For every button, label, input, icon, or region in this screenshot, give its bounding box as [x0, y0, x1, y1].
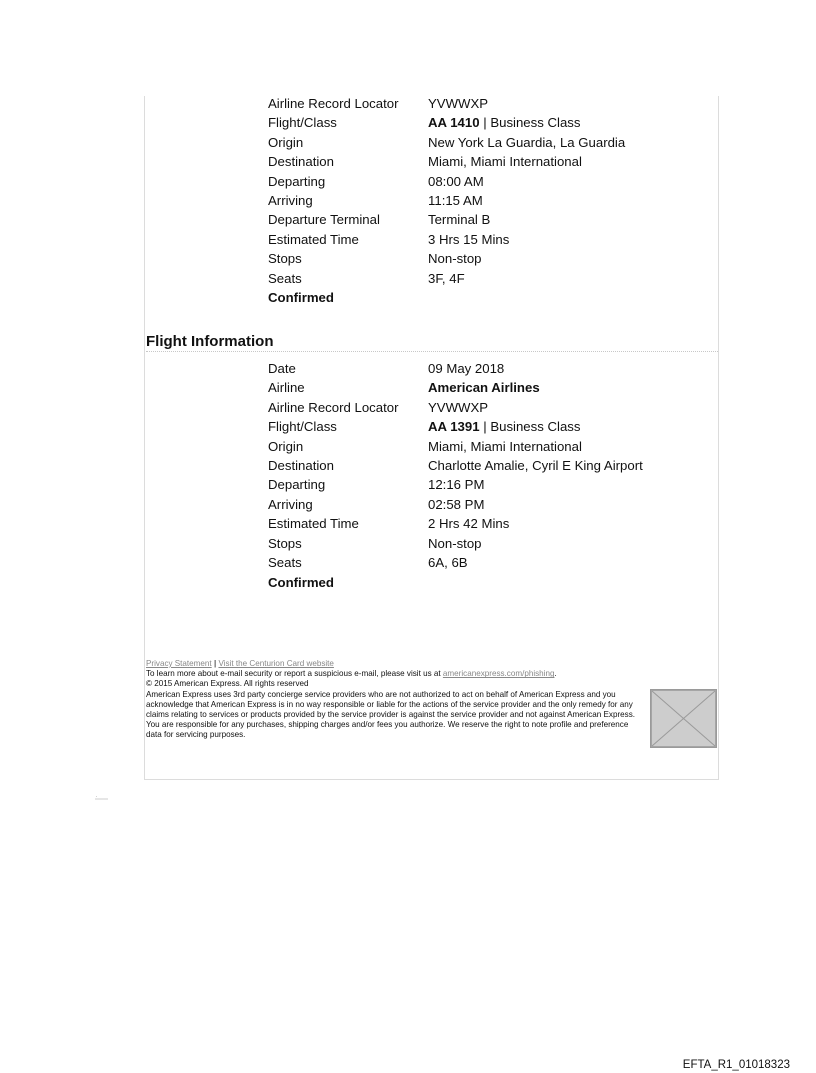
detail-value-bold: American Airlines [428, 380, 540, 396]
detail-value: New York La Guardia, La Guardia [428, 134, 626, 150]
detail-value: 09 May 2018 [428, 361, 505, 377]
detail-label: Airline Record Locator [268, 399, 399, 415]
detail-label: Origin [268, 134, 304, 150]
centurion-card-link[interactable]: Visit the Centurion Card website [218, 659, 334, 668]
detail-label: Departure Terminal [268, 212, 380, 228]
detail-value: 2 Hrs 42 Mins [428, 516, 510, 532]
detail-label: Departing [268, 477, 326, 493]
detail-row [268, 378, 718, 397]
detail-row [268, 152, 718, 171]
detail-value-bold: AA 1391 [428, 419, 480, 435]
detail-value-text: | Business Class [479, 419, 581, 435]
detail-label: Destination [268, 458, 334, 474]
detail-label: Estimated Time [268, 231, 359, 247]
detail-row [268, 269, 718, 288]
detail-row [268, 456, 718, 475]
document-id: EFTA_R1_01018323 [682, 1059, 790, 1071]
stray-mark [95, 796, 109, 800]
phishing-text: To learn more about e-mail security or report a suspicious e-mail, please visit us at [146, 669, 443, 679]
detail-value: Charlotte Amalie, Cyril E King Airport [428, 458, 643, 474]
detail-row [268, 249, 718, 268]
detail-label: Estimated Time [268, 516, 359, 532]
detail-value: Non-stop [428, 535, 482, 551]
detail-value-bold: AA 1410 [428, 115, 480, 131]
detail-row [268, 230, 718, 249]
detail-label: Airline [268, 380, 305, 396]
detail-value: YVWWXP [428, 399, 489, 415]
detail-value: YVWWXP [428, 96, 489, 112]
detail-value: Terminal B [428, 212, 491, 228]
detail-row [268, 514, 718, 533]
detail-value [428, 116, 718, 129]
broken-image-placeholder [650, 689, 717, 748]
detail-value: 3 Hrs 15 Mins [428, 231, 510, 247]
detail-row [268, 172, 718, 191]
detail-value: 12:16 PM [428, 477, 485, 493]
detail-value: 11:15 AM [428, 193, 483, 209]
detail-value: Miami, Miami International [428, 438, 582, 454]
detail-label: Flight/Class [268, 115, 337, 131]
detail-label: Seats [268, 270, 302, 286]
detail-row [268, 94, 718, 113]
detail-label: Date [268, 361, 296, 377]
detail-row [268, 113, 718, 132]
detail-label: Seats [268, 555, 302, 570]
phishing-suffix: . [554, 669, 557, 679]
detail-label: Stops [268, 535, 302, 551]
image-placeholder-icon [651, 690, 716, 747]
detail-row [268, 475, 718, 494]
detail-label: Arriving [268, 496, 313, 512]
detail-value [428, 420, 718, 433]
detail-label: Departing [268, 173, 326, 189]
detail-value: 08:00 AM [428, 173, 484, 189]
detail-label: Airline Record Locator [268, 96, 399, 112]
stray-mark-icon [95, 796, 109, 800]
detail-label: Stops [268, 251, 302, 267]
phishing-link[interactable]: americanexpress.com/phishing [442, 669, 555, 679]
detail-row [268, 359, 718, 378]
detail-value [428, 381, 718, 394]
detail-row [268, 417, 718, 436]
phishing-notice [146, 669, 720, 679]
email-footer [146, 659, 720, 741]
detail-row [268, 398, 718, 417]
detail-row [268, 210, 718, 229]
section-title-text: Flight Information [146, 333, 274, 350]
detail-row [268, 534, 718, 553]
detail-value: 6A, 6B [428, 555, 468, 570]
detail-row [268, 191, 718, 210]
detail-value: Miami, Miami International [428, 154, 582, 170]
detail-value: 3F, 4F [428, 270, 465, 286]
booking-status: Confirmed [268, 290, 334, 306]
legal-disclaimer: American Express uses 3rd party concierge service providers who are not authorized to act on behalf of American Express and you acknowledge that American Express is in no way responsible or liable for the actions of the service provider and the only remedy for any claims relating to services or products provided by the service provider is against the service provider and not against American Express. You are responsible for any purchases, shipping charges and/or fees you authorize. We reserve the right to note profile and preference data for servicing purposes. [146, 689, 636, 740]
section-title-flight-information [146, 331, 718, 352]
detail-label: Destination [268, 154, 334, 170]
detail-value: Non-stop [428, 251, 482, 267]
detail-row [268, 133, 718, 152]
detail-label: Origin [268, 438, 304, 454]
flight-details-1 [268, 94, 718, 308]
detail-value-text: | Business Class [479, 115, 581, 131]
copyright: © 2015 American Express. All rights reserved [146, 679, 309, 689]
flight-details-2 [268, 359, 718, 592]
detail-label: Flight/Class [268, 419, 337, 435]
privacy-statement-link[interactable]: Privacy Statement [146, 659, 212, 668]
detail-row [268, 437, 718, 456]
link-separator: | [213, 659, 217, 668]
detail-value: 02:58 PM [428, 496, 485, 512]
detail-row [268, 495, 718, 514]
booking-status: Confirmed [268, 574, 334, 590]
detail-row [268, 553, 718, 572]
detail-label: Arriving [268, 193, 313, 209]
